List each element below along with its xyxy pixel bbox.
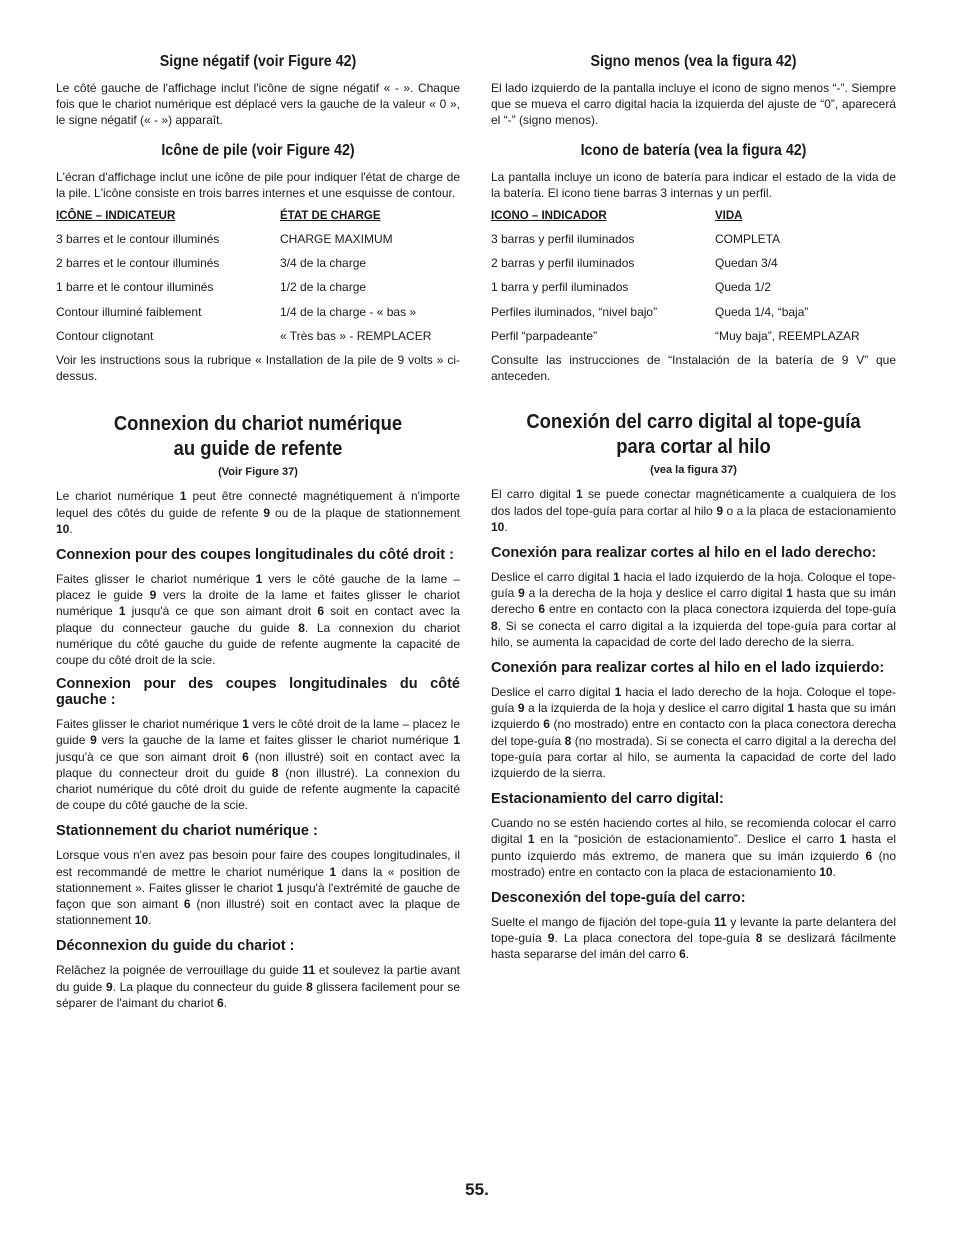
table-cell: COMPLETA: [715, 232, 781, 247]
table-row: [56, 227, 460, 251]
heading-parking: Stationnement du chariot numérique :: [56, 823, 318, 840]
paragraph-parking-es: Cuando no se estén haciendo cortes al hilo, se recomienda colocar el carro digital 1 en la “posición de estacionamiento”. Deslice el carro 1 hasta el punto izquierdo más extremo, de manera que su imán izquierdo 6 (no mostrado) entre en contacto con la placa de estacionamiento 10.: [491, 816, 896, 879]
table-cell: 2 barres et le contour illuminés: [56, 256, 220, 271]
figure-reference: (Voir Figure 37): [218, 466, 298, 479]
table-cell: Contour illuminé faiblement: [56, 304, 202, 319]
paragraph-minus-sign: El lado izquierdo de la pantalla incluye el icono de signo menos “-”. Siempre que se mueva el carro digital hacia la izquierda del ajuste de “0”, aparecerá el “-” (signo menos).: [491, 81, 896, 128]
paragraph-negative-sign: Le côté gauche de l'affichage inclut l'icône de signe négatif « - ». Chaque fois que le chariot numérique est déplacé vers la gauche de la valeur « 0 », le signe négatif (« - ») apparaît.: [56, 81, 460, 128]
table-cell: “Muy baja”, REEMPLAZAR: [715, 328, 860, 343]
table-cell: 1/2 de la charge: [280, 280, 367, 295]
paragraph-battery-icon-es: La pantalla incluye un icono de batería para indicar el estado de la vida de la batería. El icono tiene barras 3 internas y un perfil.: [491, 169, 896, 200]
page-number: 55.: [465, 1180, 489, 1199]
paragraph-left-side-cuts-es: Deslice el carro digital 1 hacia el lado derecho de la hoja. Coloque el tope-guía 9 a la izquierda de la hoja y deslice el carro digital 1 hasta que su imán izquierdo 6 (no mostrado) entre en contacto con la placa conectora derecha del tope-guía 8 (no mostrada). Si se conecta el carro digital a la derecha del tope-guía para cortar al hilo, se aumenta la capacidad de corte del lado izquierdo de la sierra.: [491, 684, 897, 780]
table-row: [491, 251, 896, 275]
heading-left-side-cuts: Connexion pour des coupes longitudinales du côté gauche :: [56, 676, 460, 709]
table-header-indicator: ICONO – INDICADOR: [491, 210, 607, 223]
heading-disconnect: Déconnexion du guide du chariot :: [56, 938, 295, 955]
table-header-indicator: ICÔNE – INDICATEUR: [56, 210, 176, 223]
paragraph-disconnect-es: Suelte el mango de fijación del tope-guía 11 y levante la parte delantera del tope-guía 9. La placa conectora del tope-guía 8 se deslizará fácilmente hasta separarse del imán del carro 6.: [491, 915, 896, 962]
french-column: [56, 52, 460, 1011]
section-title-line2: au guide de refente: [173, 438, 343, 461]
table-row: [491, 275, 896, 299]
heading-battery-icon: Icône de pile (voir Figure 42): [161, 141, 355, 159]
table-cell: 1 barre et le contour illuminés: [56, 280, 214, 295]
figure-reference-es: (vea la figura 37): [650, 464, 737, 477]
table-row: [56, 275, 460, 299]
table-row: [56, 251, 460, 275]
section-title-line1-es: Conexión del carro digital al tope-guía: [526, 411, 861, 434]
paragraph-intro: Le chariot numérique 1 peut être connecté magnétiquement à n'importe lequel des côtés du guide de refente 9 ou de la plaque de stationnement 10.: [56, 489, 460, 536]
paragraph-disconnect: Relâchez la poignée de verrouillage du guide 11 et soulevez la partie avant du guide 9. La plaque du connecteur du guide 8 glissera facilement pour se séparer de l'aimant du chariot 6.: [56, 963, 460, 1010]
table-cell: 3 barres et le contour illuminés: [56, 232, 220, 247]
paragraph-parking: Lorsque vous n'en avez pas besoin pour faire des coupes longitudinales, il est recommandé de mettre le chariot numérique 1 dans la « position de stationnement ». Faites glisser le chariot 1 jusqu'à l'extrémité de gauche de façon que son aimant 6 (non illustré) soit en contact avec la plaque de stationnement 10.: [56, 848, 461, 928]
table-row: [491, 324, 896, 348]
table-cell: 2 barras y perfil iluminados: [491, 256, 635, 271]
table-cell: CHARGE MAXIMUM: [280, 232, 393, 247]
table-cell: Queda 1/2: [715, 280, 772, 295]
heading-right-side-cuts: Connexion pour des coupes longitudinales du côté droit :: [56, 546, 454, 563]
spanish-column: [491, 52, 896, 963]
heading-right-side-cuts-es: Conexión para realizar cortes al hilo en el lado derecho:: [491, 544, 877, 561]
paragraph-left-side-cuts: Faites glisser le chariot numérique 1 vers le côté droit de la lame – placez le guide 9 vers la gauche de la lame et faites glisser le chariot numérique 1 jusqu'à ce que son aimant droit 6 (non illustré) soit en contact avec la plaque du connecteur droit du guide 8 (non illustré). La connexion du chariot numérique du côté droit du guide de refente augmente la capacité de coupe du côté gauche de la scie.: [56, 717, 461, 813]
table-cell: 1/4 de la charge - « bas »: [280, 304, 417, 319]
heading-parking-es: Estacionamiento del carro digital:: [491, 791, 724, 808]
section-title-line1: Connexion du chariot numérique: [113, 413, 403, 436]
table-row: [491, 300, 896, 324]
paragraph-right-side-cuts-es: Deslice el carro digital 1 hacia el lado izquierdo de la hoja. Coloque el tope-guía 9 a la derecha de la hoja y deslice el carro digital 1 hasta que su imán derecho 6 entre en contacto con la placa conectora izquierda del tope-guía 8. Si se conecta el carro digital a la izquierda del tope-guía para cortar al hilo, se aumenta la capacidad de corte del lado derecho de la sierra.: [491, 569, 897, 649]
paragraph-battery-note: Voir les instructions sous la rubrique « Installation de la pile de 9 volts » ci-dessus.: [56, 352, 460, 384]
table-cell: Quedan 3/4: [715, 256, 778, 271]
heading-battery-icon-es: Icono de batería (vea la figura 42): [580, 141, 807, 159]
table-cell: 3 barras y perfil iluminados: [491, 232, 635, 247]
heading-negative-sign: Signe négatif (voir Figure 42): [159, 53, 357, 70]
paragraph-battery-note-es: Consulte las instrucciones de “Instalación de la batería de 9 V” que anteceden.: [491, 352, 896, 384]
table-cell: 1 barra y perfil iluminados: [491, 280, 629, 295]
battery-table-es: [491, 205, 896, 348]
table-row: [56, 300, 460, 324]
table-header-row: [56, 205, 460, 227]
paragraph-battery-icon: L'écran d'affichage inclut une icône de pile pour indiquer l'état de charge de la pile. L'icône consiste en trois barres internes et une esquisse de contour.: [56, 169, 460, 200]
paragraph-intro-es: El carro digital 1 se puede conectar magnéticamente a cualquiera de los dos lados del tope-guía para cortar al hilo 9 o a la placa de estacionamiento 10.: [491, 487, 896, 534]
table-cell: Perfil “parpadeante”: [491, 328, 598, 343]
table-cell: 3/4 de la charge: [280, 256, 367, 271]
table-row: [491, 227, 896, 251]
table-header-state: ÉTAT DE CHARGE: [280, 210, 381, 223]
heading-disconnect-es: Desconexión del tope-guía del carro:: [491, 890, 746, 907]
section-title-line2-es: para cortar al hilo: [616, 436, 771, 459]
table-row: [56, 324, 460, 348]
heading-left-side-cuts-es: Conexión para realizar cortes al hilo en el lado izquierdo:: [491, 659, 885, 676]
table-cell: Perfiles iluminados, “nivel bajo”: [491, 304, 658, 319]
heading-minus-sign: Signo menos (vea la figura 42): [590, 53, 797, 70]
table-header-life: VIDA: [715, 210, 743, 223]
paragraph-right-side-cuts: Faites glisser le chariot numérique 1 vers le côté gauche de la lame – placez le guide 9 vers la droite de la lame et faites glisser le chariot numérique 1 jusqu'à ce que son aimant droit 6 soit en contact avec la plaque du connecteur gauche du guide 8. La connexion du chariot numérique du côté gauche du guide de refente augmente la capacité de coupe du côté droit de la scie.: [56, 571, 461, 667]
battery-table: [56, 205, 460, 348]
table-cell: « Très bas » - REMPLACER: [280, 328, 432, 343]
table-cell: Queda 1/4, “baja”: [715, 304, 809, 319]
table-cell: Contour clignotant: [56, 328, 154, 343]
table-header-row: [491, 205, 896, 227]
